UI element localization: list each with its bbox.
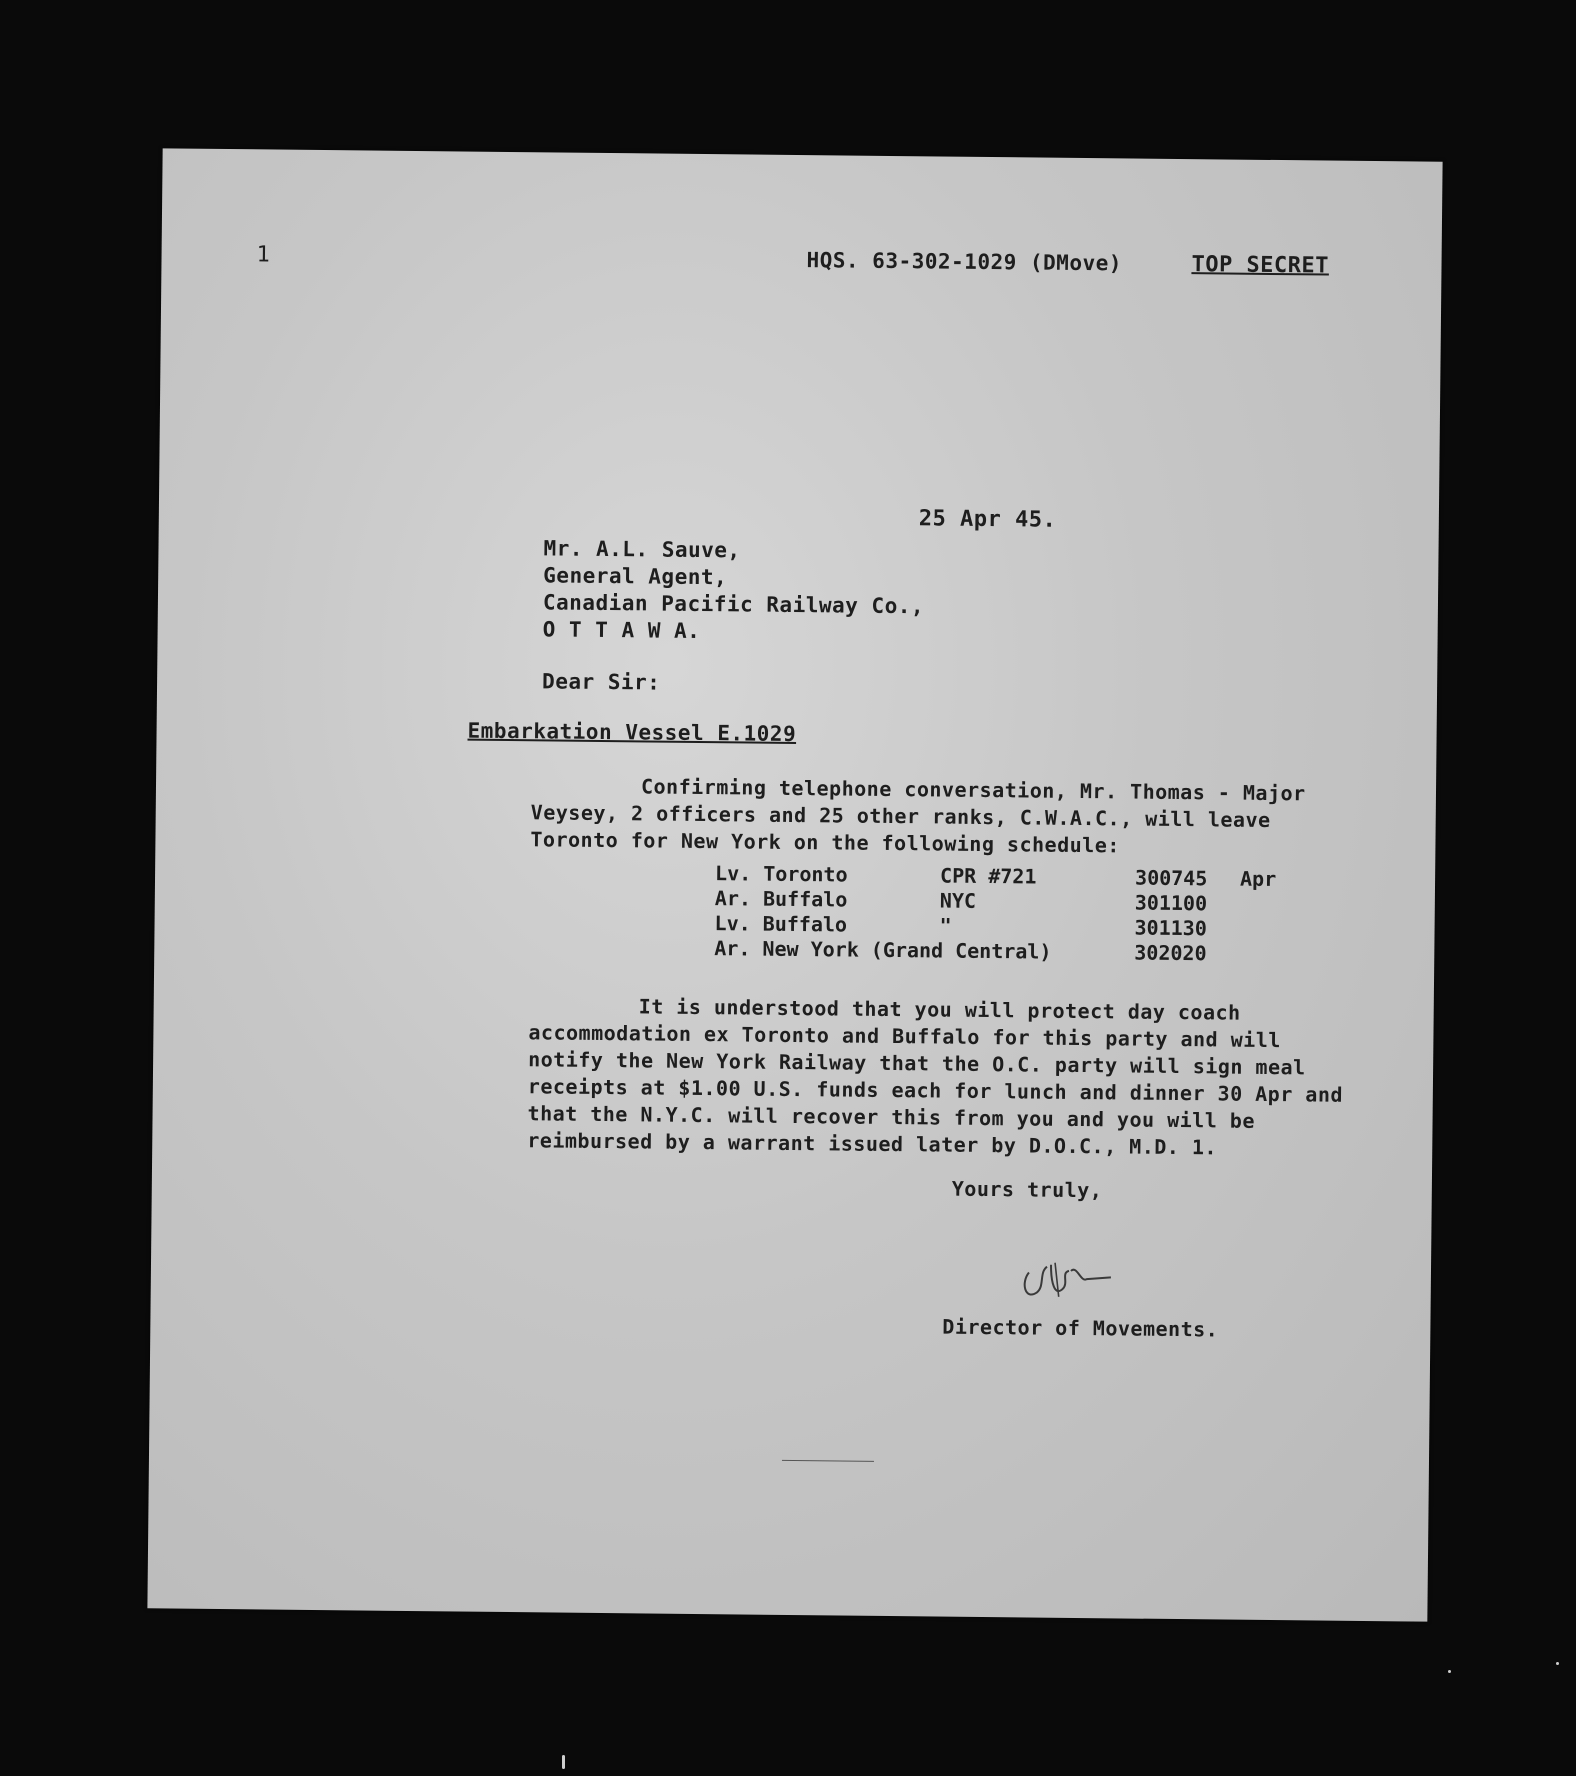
schedule-station: Lv. Buffalo	[714, 911, 848, 937]
letter-page	[147, 148, 1442, 1621]
schedule-time: 301100	[1134, 890, 1208, 916]
schedule-train: "	[939, 913, 952, 938]
schedule-time: 302020	[1134, 940, 1207, 966]
schedule-time: 301130	[1134, 915, 1207, 941]
body-paragraph-2: It is understood that you will protect day coach accommodation ex Toronto and Buffalo for this party and will notify the New York Railway that the O.C. party will sign meal receipts at $1.00 U.S. funds each for lunch and dinner 30 Apr and that the N.Y.C. will recover this from you and you will be reimbursed by a warrant issued later by D.O.C., M.D. 1.	[527, 994, 1344, 1160]
salutation: Dear Sir:	[541, 669, 661, 695]
schedule-station: Ar. New York (Grand Central)	[714, 936, 1052, 964]
addressee-name: Mr. A.L. Sauve,	[543, 536, 741, 563]
schedule-time: 300745	[1134, 865, 1208, 891]
subject-line: Embarkation Vessel E.1029	[467, 718, 797, 747]
schedule-station: Lv. Toronto	[714, 861, 848, 887]
addressee-title: General Agent,	[543, 563, 728, 590]
dust-speck	[1556, 1662, 1559, 1665]
letter-date: 25 Apr 45.	[918, 506, 1057, 533]
signature-title: Director of Movements.	[942, 1314, 1219, 1342]
schedule-station: Ar. Buffalo	[714, 886, 848, 912]
train-schedule	[714, 861, 1415, 988]
handwritten-signature	[1011, 1242, 1122, 1313]
stray-rule-mark	[782, 1460, 874, 1462]
schedule-note: Apr	[1239, 866, 1277, 892]
classification-stamp: TOP SECRET	[1191, 252, 1330, 279]
dust-speck	[1448, 1670, 1451, 1673]
schedule-train: CPR #721	[939, 863, 1037, 889]
schedule-train: NYC	[939, 888, 977, 913]
file-reference: HQS. 63-302-1029 (DMove)	[806, 248, 1123, 276]
page-mark: 1	[256, 242, 271, 268]
closing: Yours truly,	[951, 1176, 1103, 1203]
dust-speck	[562, 1755, 565, 1769]
addressee-company: Canadian Pacific Railway Co.,	[542, 590, 925, 619]
body-paragraph-1: Confirming telephone conversation, Mr. Thomas - Major Veysey, 2 officers and 25 other ranks, C.W.A.C., will leave Toronto for New York on the following schedule:	[530, 774, 1306, 858]
addressee-city: O T T A W A.	[542, 617, 701, 643]
